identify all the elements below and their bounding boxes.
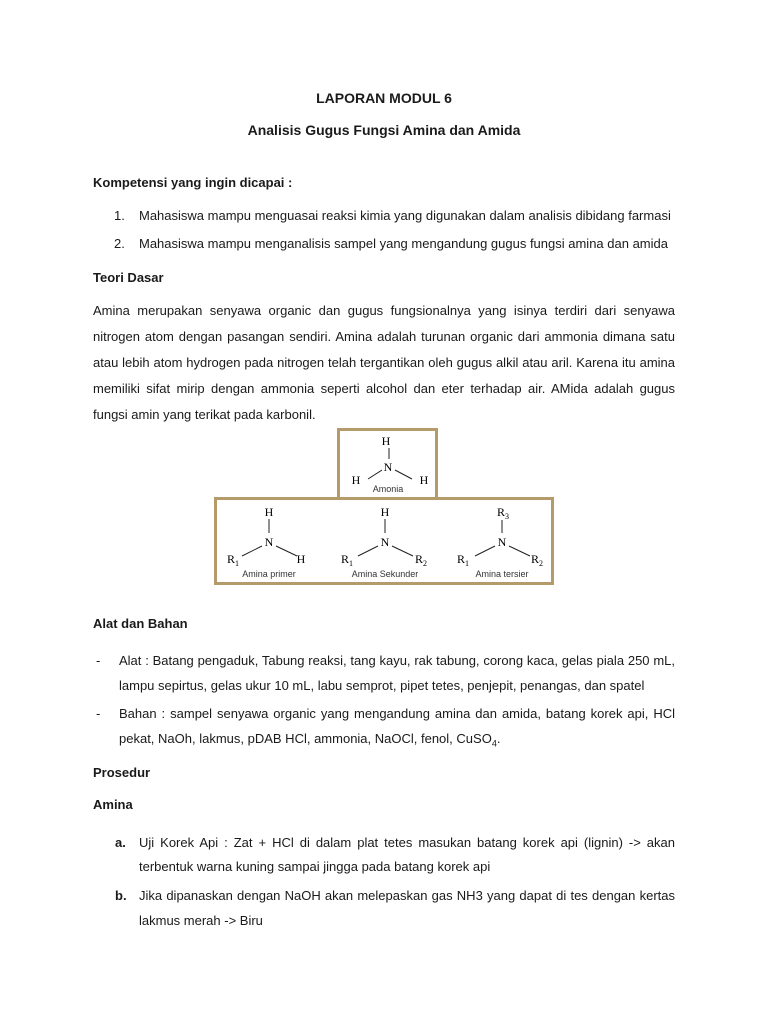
atom-label: H	[419, 473, 429, 487]
procedure-letter: b.	[115, 888, 127, 903]
primary-amine-structure	[227, 505, 306, 579]
competency-item: Mahasiswa mampu menguasai reaksi kimia yang digunakan dalam analisis dibidang farmasi	[139, 208, 671, 223]
procedure-letter: a.	[115, 835, 126, 850]
procedure-heading: Prosedur	[93, 765, 151, 780]
svg-text:H: H	[296, 552, 306, 566]
atom-label: H	[351, 473, 361, 487]
tertiary-amine-caption: Amina tersier	[475, 569, 529, 579]
svg-text:R1: $R_1$	[457, 552, 470, 568]
ammonia-structure-figure	[337, 428, 438, 500]
page-subtitle: Analisis Gugus Fungsi Amina dan Amida	[247, 122, 521, 138]
bullet-dash: -	[96, 706, 101, 721]
procedure-item-line: Uji Korek Api : Zat + HCl di dalam plat tetes masukan batang korek api (lignin) -> akan	[139, 835, 675, 850]
svg-text:H: H	[264, 505, 274, 519]
competency-heading: Kompetensi yang ingin dicapai :	[93, 175, 293, 190]
materials-heading: Alat dan Bahan	[93, 616, 188, 631]
page-title: LAPORAN MODUL 6	[316, 90, 452, 106]
atom-label: N	[383, 460, 393, 474]
procedure-item-line: Jika dipanaskan dengan NaOH akan melepaskan gas NH3 yang dapat di tes dengan kertas	[139, 888, 675, 903]
materials-tools-line: lampu sepirtus, gelas ukur 10 mL, labu semprot, pipet tetes, penjepit, penangas, dan spatel	[119, 678, 645, 693]
materials-tools-line: Alat : Batang pengaduk, Tabung reaksi, tang kayu, rak tabung, corong kaca, gelas piala 250 mL,	[119, 653, 675, 668]
amina-heading: Amina	[93, 797, 133, 812]
ammonia-caption: Amonia	[372, 484, 404, 494]
theory-paragraph: Amina merupakan senyawa organic dan gugus fungsionalnya yang isinya terdiri dari senyawa nitrogen atom dengan pasangan sendiri. Amina adalah turunan organic dari ammonia dimana satu atau lebih atom hydrogen pada nitrogen telah tergantikan oleh gugus alkil atau aril. Karena itu amina memiliki sifat mirip dengan ammonia seperti alcohol dan eter terhadap air. AMida adalah gugus fungsi amin yang terikat pada karbonil.	[93, 303, 675, 422]
procedure-item-line: terbentuk warna kuning sampai jingga pada batang korek api	[139, 859, 491, 874]
tertiary-amine-structure	[457, 505, 543, 579]
procedure-item-line: lakmus merah -> Biru	[139, 913, 263, 928]
theory-heading: Teori Dasar	[93, 270, 164, 285]
amine-types-figure	[214, 497, 554, 585]
materials-substances-line: pekat, NaOh, lakmus, pDAB HCl, ammonia, NaOCl, fenol, CuSO$_4$.	[119, 731, 501, 749]
secondary-amine-caption: Amina Sekunder	[351, 569, 419, 579]
svg-text:R2: $R_2$	[415, 552, 428, 568]
bullet-dash: -	[96, 653, 101, 668]
competency-number: 2.	[114, 236, 125, 251]
materials-substances-line: Bahan : sampel senyawa organic yang mengandung amina dan amida, batang korek api, HCl	[119, 706, 675, 721]
svg-text:N: N	[380, 535, 390, 549]
secondary-amine-structure	[341, 505, 427, 579]
atom-label: H	[381, 434, 391, 448]
competency-item: Mahasiswa mampu menganalisis sampel yang mengandung gugus fungsi amina dan amida	[139, 236, 668, 251]
svg-text:R1: $R_1$	[227, 552, 240, 568]
svg-text:H: H	[380, 505, 390, 519]
competency-number: 1.	[114, 208, 125, 223]
svg-text:N: N	[264, 535, 274, 549]
svg-text:R3: $R_3$	[497, 505, 510, 521]
primary-amine-caption: Amina primer	[242, 569, 296, 579]
svg-text:R1: $R_1$	[341, 552, 354, 568]
svg-text:R2: $R_2$	[531, 552, 544, 568]
svg-text:N: N	[497, 535, 507, 549]
